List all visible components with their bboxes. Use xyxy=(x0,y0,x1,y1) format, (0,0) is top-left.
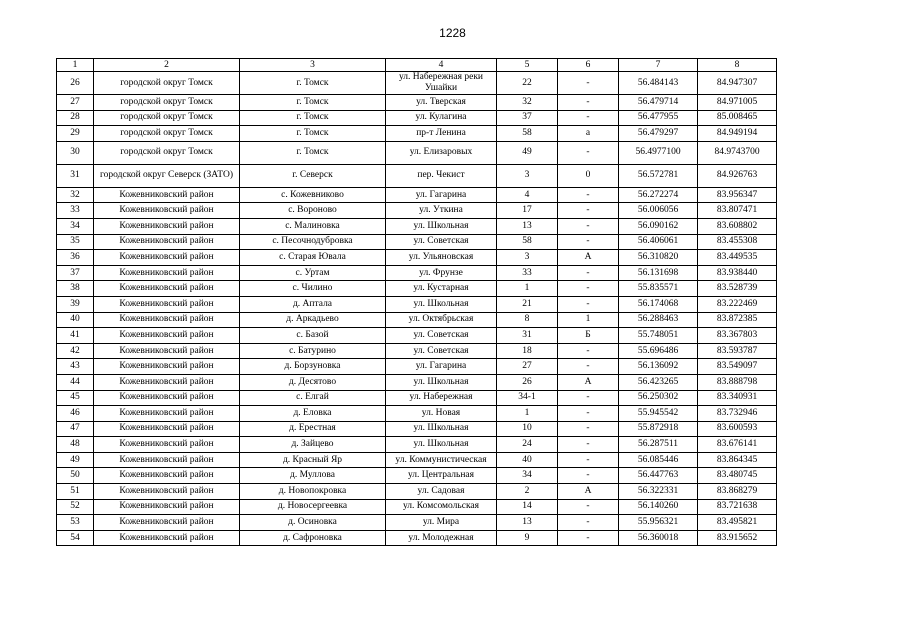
locality-cell: с. Песочнодубровка xyxy=(240,234,386,250)
building-cell: - xyxy=(558,72,619,95)
table-body xyxy=(57,72,777,546)
row-number-cell: 52 xyxy=(57,499,94,515)
column-header: 8 xyxy=(698,59,777,72)
street-cell: ул. Школьная xyxy=(386,218,497,234)
building-cell: - xyxy=(558,218,619,234)
table-row xyxy=(57,250,777,266)
longitude-cell: 83.868279 xyxy=(698,484,777,500)
locality-cell: д. Сафроновка xyxy=(240,530,386,546)
table-row xyxy=(57,72,777,95)
district-cell: Кожевниковский район xyxy=(94,250,240,266)
table-row xyxy=(57,421,777,437)
locality-cell: г. Томск xyxy=(240,95,386,111)
building-cell: - xyxy=(558,234,619,250)
longitude-cell: 84.947307 xyxy=(698,72,777,95)
latitude-cell: 56.479297 xyxy=(619,126,698,142)
longitude-cell: 84.971005 xyxy=(698,95,777,111)
row-number-cell: 29 xyxy=(57,126,94,142)
district-cell: Кожевниковский район xyxy=(94,203,240,219)
latitude-cell: 56.322331 xyxy=(619,484,698,500)
building-cell: - xyxy=(558,343,619,359)
district-cell: Кожевниковский район xyxy=(94,234,240,250)
building-cell: - xyxy=(558,515,619,531)
locality-cell: г. Томск xyxy=(240,110,386,126)
building-cell: - xyxy=(558,390,619,406)
row-number-cell: 30 xyxy=(57,141,94,164)
column-header: 5 xyxy=(497,59,558,72)
latitude-cell: 56.572781 xyxy=(619,164,698,187)
locality-cell: д. Зайцево xyxy=(240,437,386,453)
locality-cell: д. Еловка xyxy=(240,406,386,422)
row-number-cell: 50 xyxy=(57,468,94,484)
district-cell: Кожевниковский район xyxy=(94,343,240,359)
longitude-cell: 85.008465 xyxy=(698,110,777,126)
row-number-cell: 26 xyxy=(57,72,94,95)
table-row xyxy=(57,312,777,328)
table-row xyxy=(57,281,777,297)
house-number-cell: 8 xyxy=(497,312,558,328)
street-cell: ул. Советская xyxy=(386,343,497,359)
building-cell: - xyxy=(558,530,619,546)
building-cell: 0 xyxy=(558,164,619,187)
locality-cell: д. Десятово xyxy=(240,374,386,390)
house-number-cell: 24 xyxy=(497,437,558,453)
longitude-cell: 83.600593 xyxy=(698,421,777,437)
row-number-cell: 35 xyxy=(57,234,94,250)
street-cell: ул. Советская xyxy=(386,328,497,344)
longitude-cell: 83.449535 xyxy=(698,250,777,266)
street-cell: ул. Новая xyxy=(386,406,497,422)
latitude-cell: 56.406061 xyxy=(619,234,698,250)
locality-cell: д. Красный Яр xyxy=(240,452,386,468)
row-number-cell: 49 xyxy=(57,452,94,468)
row-number-cell: 36 xyxy=(57,250,94,266)
longitude-cell: 83.340931 xyxy=(698,390,777,406)
column-header: 6 xyxy=(558,59,619,72)
building-cell: - xyxy=(558,421,619,437)
latitude-cell: 56.136092 xyxy=(619,359,698,375)
district-cell: Кожевниковский район xyxy=(94,328,240,344)
street-cell: ул. Школьная xyxy=(386,421,497,437)
house-number-cell: 37 xyxy=(497,110,558,126)
district-cell: Кожевниковский район xyxy=(94,437,240,453)
table-row xyxy=(57,499,777,515)
street-cell: ул. Центральная xyxy=(386,468,497,484)
row-number-cell: 42 xyxy=(57,343,94,359)
latitude-cell: 56.287511 xyxy=(619,437,698,453)
latitude-cell: 56.447763 xyxy=(619,468,698,484)
latitude-cell: 55.956321 xyxy=(619,515,698,531)
locality-cell: с. Базой xyxy=(240,328,386,344)
house-number-cell: 58 xyxy=(497,126,558,142)
locality-cell: д. Новосергеевка xyxy=(240,499,386,515)
house-number-cell: 18 xyxy=(497,343,558,359)
street-cell: ул. Фрунзе xyxy=(386,265,497,281)
district-cell: Кожевниковский район xyxy=(94,312,240,328)
district-cell: городской округ Томск xyxy=(94,95,240,111)
table-row xyxy=(57,126,777,142)
district-cell: Кожевниковский район xyxy=(94,484,240,500)
longitude-cell: 83.938440 xyxy=(698,265,777,281)
locality-cell: д. Муллова xyxy=(240,468,386,484)
street-cell: ул. Ульяновская xyxy=(386,250,497,266)
house-number-cell: 10 xyxy=(497,421,558,437)
table-row xyxy=(57,141,777,164)
longitude-cell: 83.495821 xyxy=(698,515,777,531)
house-number-cell: 4 xyxy=(497,187,558,203)
street-cell: ул. Комсомольская xyxy=(386,499,497,515)
longitude-cell: 83.222469 xyxy=(698,296,777,312)
latitude-cell: 56.479714 xyxy=(619,95,698,111)
table-row xyxy=(57,187,777,203)
longitude-cell: 83.864345 xyxy=(698,452,777,468)
latitude-cell: 55.696486 xyxy=(619,343,698,359)
row-number-cell: 40 xyxy=(57,312,94,328)
row-number-cell: 54 xyxy=(57,530,94,546)
table-row xyxy=(57,164,777,187)
row-number-cell: 48 xyxy=(57,437,94,453)
longitude-cell: 84.9743700 xyxy=(698,141,777,164)
house-number-cell: 2 xyxy=(497,484,558,500)
district-cell: Кожевниковский район xyxy=(94,359,240,375)
row-number-cell: 47 xyxy=(57,421,94,437)
street-cell: ул. Школьная xyxy=(386,374,497,390)
latitude-cell: 56.085446 xyxy=(619,452,698,468)
locality-cell: д. Осиновка xyxy=(240,515,386,531)
house-number-cell: 9 xyxy=(497,530,558,546)
street-cell: ул. Молодежная xyxy=(386,530,497,546)
longitude-cell: 83.872385 xyxy=(698,312,777,328)
row-number-cell: 53 xyxy=(57,515,94,531)
table-row xyxy=(57,515,777,531)
column-header: 1 xyxy=(57,59,94,72)
longitude-cell: 83.888798 xyxy=(698,374,777,390)
house-number-cell: 40 xyxy=(497,452,558,468)
street-cell: ул. Советская xyxy=(386,234,497,250)
street-cell: ул. Садовая xyxy=(386,484,497,500)
district-cell: городской округ Томск xyxy=(94,126,240,142)
row-number-cell: 44 xyxy=(57,374,94,390)
table-row xyxy=(57,265,777,281)
building-cell: 1 xyxy=(558,312,619,328)
page-number: 1228 xyxy=(439,26,466,40)
house-number-cell: 1 xyxy=(497,281,558,297)
building-cell: Б xyxy=(558,328,619,344)
table-row xyxy=(57,296,777,312)
table-row xyxy=(57,374,777,390)
house-number-cell: 17 xyxy=(497,203,558,219)
district-cell: Кожевниковский район xyxy=(94,374,240,390)
longitude-cell: 83.480745 xyxy=(698,468,777,484)
house-number-cell: 14 xyxy=(497,499,558,515)
table-row xyxy=(57,218,777,234)
row-number-cell: 46 xyxy=(57,406,94,422)
row-number-cell: 33 xyxy=(57,203,94,219)
district-cell: Кожевниковский район xyxy=(94,281,240,297)
street-cell: ул. Кустарная xyxy=(386,281,497,297)
building-cell: - xyxy=(558,110,619,126)
table-row xyxy=(57,468,777,484)
house-number-cell: 1 xyxy=(497,406,558,422)
building-cell: - xyxy=(558,281,619,297)
district-cell: Кожевниковский район xyxy=(94,218,240,234)
row-number-cell: 34 xyxy=(57,218,94,234)
street-cell: ул. Коммунистическая xyxy=(386,452,497,468)
latitude-cell: 56.360018 xyxy=(619,530,698,546)
building-cell: - xyxy=(558,141,619,164)
locality-cell: д. Аркадьево xyxy=(240,312,386,328)
street-cell: ул. Мира xyxy=(386,515,497,531)
district-cell: Кожевниковский район xyxy=(94,421,240,437)
longitude-cell: 83.807471 xyxy=(698,203,777,219)
building-cell: - xyxy=(558,499,619,515)
locality-cell: д. Ерестная xyxy=(240,421,386,437)
street-cell: ул. Гагарина xyxy=(386,359,497,375)
street-cell: ул. Школьная xyxy=(386,437,497,453)
district-cell: Кожевниковский район xyxy=(94,515,240,531)
row-number-cell: 28 xyxy=(57,110,94,126)
house-number-cell: 58 xyxy=(497,234,558,250)
locality-cell: с. Уртам xyxy=(240,265,386,281)
latitude-cell: 56.131698 xyxy=(619,265,698,281)
table-row xyxy=(57,452,777,468)
address-table xyxy=(56,58,777,546)
building-cell: А xyxy=(558,374,619,390)
building-cell: - xyxy=(558,203,619,219)
latitude-cell: 56.174068 xyxy=(619,296,698,312)
locality-cell: с. Кожевниково xyxy=(240,187,386,203)
building-cell: - xyxy=(558,265,619,281)
latitude-cell: 56.006056 xyxy=(619,203,698,219)
locality-cell: г. Томск xyxy=(240,126,386,142)
row-number-cell: 45 xyxy=(57,390,94,406)
district-cell: городской округ Томск xyxy=(94,72,240,95)
house-number-cell: 27 xyxy=(497,359,558,375)
building-cell: - xyxy=(558,437,619,453)
locality-cell: с. Вороново xyxy=(240,203,386,219)
building-cell: А xyxy=(558,484,619,500)
table-row xyxy=(57,328,777,344)
house-number-cell: 13 xyxy=(497,515,558,531)
street-cell: ул. Гагарина xyxy=(386,187,497,203)
locality-cell: д. Аптала xyxy=(240,296,386,312)
district-cell: Кожевниковский район xyxy=(94,390,240,406)
longitude-cell: 83.593787 xyxy=(698,343,777,359)
column-header: 2 xyxy=(94,59,240,72)
longitude-cell: 83.732946 xyxy=(698,406,777,422)
building-cell: А xyxy=(558,250,619,266)
house-number-cell: 33 xyxy=(497,265,558,281)
street-cell: пер. Чекист xyxy=(386,164,497,187)
building-cell: - xyxy=(558,296,619,312)
house-number-cell: 32 xyxy=(497,95,558,111)
latitude-cell: 55.945542 xyxy=(619,406,698,422)
table-row xyxy=(57,95,777,111)
longitude-cell: 83.455308 xyxy=(698,234,777,250)
table-row xyxy=(57,406,777,422)
house-number-cell: 49 xyxy=(497,141,558,164)
building-cell: - xyxy=(558,95,619,111)
table-row xyxy=(57,437,777,453)
district-cell: Кожевниковский район xyxy=(94,468,240,484)
table-row xyxy=(57,359,777,375)
building-cell: - xyxy=(558,452,619,468)
locality-cell: с. Батурино xyxy=(240,343,386,359)
latitude-cell: 56.310820 xyxy=(619,250,698,266)
table-row xyxy=(57,203,777,219)
locality-cell: г. Северск xyxy=(240,164,386,187)
row-number-cell: 32 xyxy=(57,187,94,203)
column-header: 7 xyxy=(619,59,698,72)
table-row xyxy=(57,530,777,546)
locality-cell: с. Малиновка xyxy=(240,218,386,234)
latitude-cell: 55.748051 xyxy=(619,328,698,344)
latitude-cell: 56.250302 xyxy=(619,390,698,406)
district-cell: Кожевниковский район xyxy=(94,265,240,281)
row-number-cell: 38 xyxy=(57,281,94,297)
latitude-cell: 55.835571 xyxy=(619,281,698,297)
building-cell: - xyxy=(558,406,619,422)
longitude-cell: 83.528739 xyxy=(698,281,777,297)
house-number-cell: 34 xyxy=(497,468,558,484)
row-number-cell: 43 xyxy=(57,359,94,375)
row-number-cell: 27 xyxy=(57,95,94,111)
district-cell: Кожевниковский район xyxy=(94,499,240,515)
row-number-cell: 31 xyxy=(57,164,94,187)
table-row xyxy=(57,343,777,359)
locality-cell: с. Елгай xyxy=(240,390,386,406)
latitude-cell: 56.423265 xyxy=(619,374,698,390)
locality-cell: с. Чилино xyxy=(240,281,386,297)
district-cell: городской округ Северск (ЗАТО) xyxy=(94,164,240,187)
column-header: 4 xyxy=(386,59,497,72)
house-number-cell: 22 xyxy=(497,72,558,95)
latitude-cell: 56.288463 xyxy=(619,312,698,328)
locality-cell: г. Томск xyxy=(240,72,386,95)
district-cell: Кожевниковский район xyxy=(94,530,240,546)
street-cell: ул. Набережная реки Ушайки xyxy=(386,72,497,95)
latitude-cell: 56.140260 xyxy=(619,499,698,515)
street-cell: ул. Школьная xyxy=(386,296,497,312)
locality-cell: д. Борзуновка xyxy=(240,359,386,375)
house-number-cell: 3 xyxy=(497,250,558,266)
longitude-cell: 83.721638 xyxy=(698,499,777,515)
latitude-cell: 55.872918 xyxy=(619,421,698,437)
street-cell: ул. Тверская xyxy=(386,95,497,111)
district-cell: Кожевниковский район xyxy=(94,187,240,203)
street-cell: пр-т Ленина xyxy=(386,126,497,142)
table-row xyxy=(57,234,777,250)
latitude-cell: 56.090162 xyxy=(619,218,698,234)
longitude-cell: 84.926763 xyxy=(698,164,777,187)
district-cell: Кожевниковский район xyxy=(94,296,240,312)
column-header: 3 xyxy=(240,59,386,72)
district-cell: Кожевниковский район xyxy=(94,452,240,468)
district-cell: Кожевниковский район xyxy=(94,406,240,422)
latitude-cell: 56.484143 xyxy=(619,72,698,95)
building-cell: - xyxy=(558,359,619,375)
header-row xyxy=(57,59,777,72)
longitude-cell: 83.915652 xyxy=(698,530,777,546)
building-cell: - xyxy=(558,468,619,484)
latitude-cell: 56.477955 xyxy=(619,110,698,126)
house-number-cell: 34-1 xyxy=(497,390,558,406)
street-cell: ул. Уткина xyxy=(386,203,497,219)
longitude-cell: 83.549097 xyxy=(698,359,777,375)
row-number-cell: 39 xyxy=(57,296,94,312)
district-cell: городской округ Томск xyxy=(94,141,240,164)
longitude-cell: 83.608802 xyxy=(698,218,777,234)
street-cell: ул. Елизаровых xyxy=(386,141,497,164)
building-cell: а xyxy=(558,126,619,142)
row-number-cell: 41 xyxy=(57,328,94,344)
locality-cell: с. Старая Ювала xyxy=(240,250,386,266)
table-row xyxy=(57,390,777,406)
district-cell: городской округ Томск xyxy=(94,110,240,126)
longitude-cell: 83.956347 xyxy=(698,187,777,203)
table-row xyxy=(57,110,777,126)
street-cell: ул. Кулагина xyxy=(386,110,497,126)
street-cell: ул. Набережная xyxy=(386,390,497,406)
row-number-cell: 37 xyxy=(57,265,94,281)
street-cell: ул. Октябрьская xyxy=(386,312,497,328)
row-number-cell: 51 xyxy=(57,484,94,500)
house-number-cell: 26 xyxy=(497,374,558,390)
latitude-cell: 56.272274 xyxy=(619,187,698,203)
house-number-cell: 21 xyxy=(497,296,558,312)
building-cell: - xyxy=(558,187,619,203)
locality-cell: г. Томск xyxy=(240,141,386,164)
locality-cell: д. Новопокровка xyxy=(240,484,386,500)
house-number-cell: 3 xyxy=(497,164,558,187)
latitude-cell: 56.4977100 xyxy=(619,141,698,164)
longitude-cell: 83.676141 xyxy=(698,437,777,453)
longitude-cell: 83.367803 xyxy=(698,328,777,344)
longitude-cell: 84.949194 xyxy=(698,126,777,142)
table-row xyxy=(57,484,777,500)
house-number-cell: 31 xyxy=(497,328,558,344)
house-number-cell: 13 xyxy=(497,218,558,234)
